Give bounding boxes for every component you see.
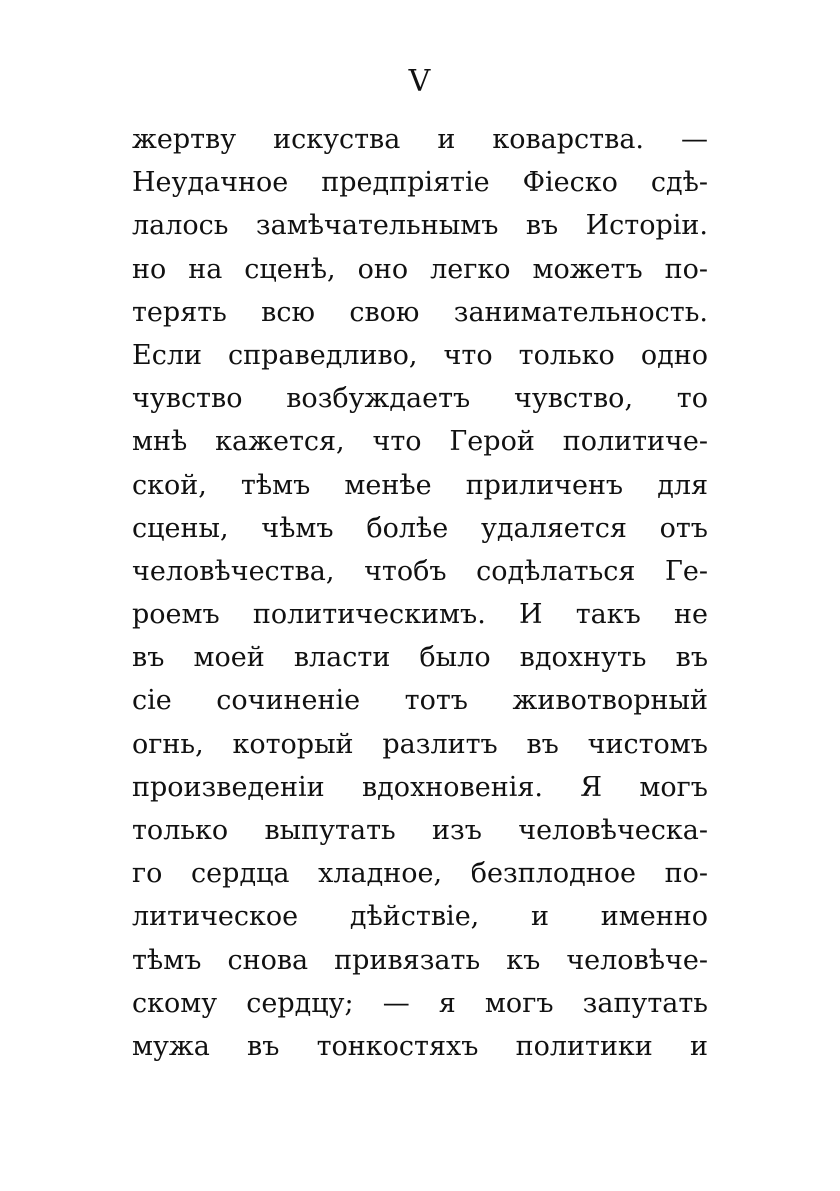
text-line: сцены, чѣмъ болѣе удаляется отъ (132, 512, 708, 544)
text-line: Если справедливо, что только одно (132, 339, 708, 371)
text-line: роемъ политическимъ. И такъ не (132, 599, 708, 631)
text-line: жертву искуства и коварства. — (132, 124, 708, 155)
text-line: произведеніи вдохновенія. Я могъ (132, 771, 708, 803)
text-line: скому сердцу; — я могъ запутать (132, 987, 708, 1019)
page-number: V (408, 64, 432, 99)
text-line: огнь, который разлитъ въ чистомъ (132, 728, 708, 760)
text-line: но на сценѣ, оно легко можетъ по- (132, 253, 708, 285)
text-line: человѣчества, чтобъ содѣлаться Ге- (132, 555, 708, 587)
text-line: только выпутать изъ человѣческа- (132, 815, 708, 846)
text-line: мнѣ кажется, что Герой политиче- (132, 426, 708, 458)
text-line: ской, тѣмъ менѣе приличенъ для (132, 469, 708, 501)
text-line: лалось замѣчательнымъ въ Исторіи. (132, 210, 708, 242)
body-text (132, 118, 708, 1068)
text-line: литическое дѣйствіе, и именно (132, 901, 708, 933)
text-line: чувство возбуждаетъ чувство, то (132, 383, 708, 415)
text-line: Неудачное предпріятіе Фіеско сдѣ- (132, 167, 708, 199)
text-line: сіе сочиненіе тотъ животворный (132, 685, 708, 717)
text-line: го сердца хладное, безплодное по- (132, 858, 708, 890)
text-line: терять всю свою занимательность. (132, 296, 708, 328)
text-line: въ моей власти было вдохнуть въ (132, 642, 708, 674)
text-line: мужа въ тонкостяхъ политики и (132, 1030, 708, 1062)
text-line: тѣмъ снова привязать къ человѣче- (132, 944, 708, 976)
